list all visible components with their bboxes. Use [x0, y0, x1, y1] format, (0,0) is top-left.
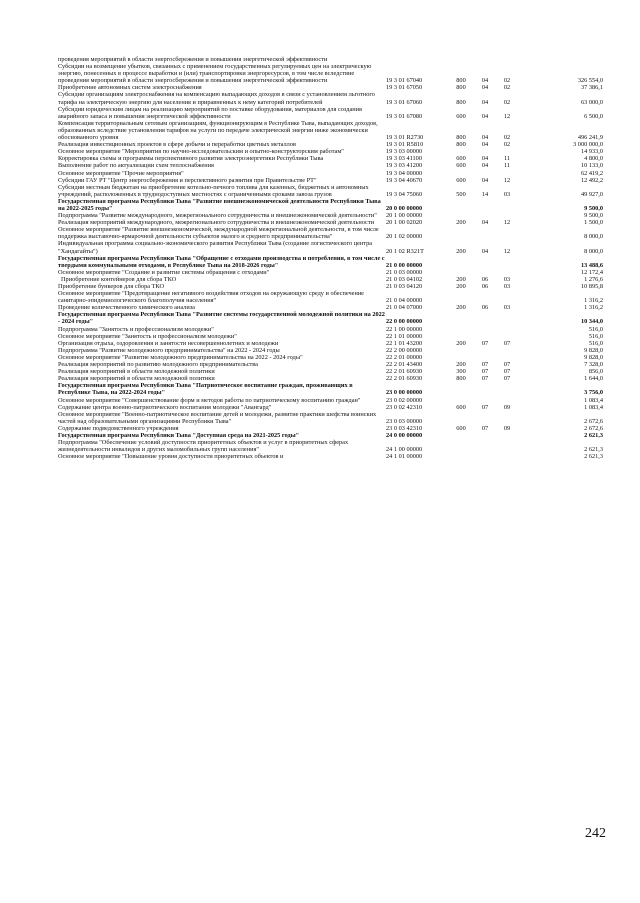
cell-vr — [448, 382, 474, 396]
cell-code: 19 3 03 00000 — [386, 148, 423, 156]
cell-sum: 8 000,0 — [584, 233, 603, 241]
cell-vr — [448, 198, 474, 212]
cell-vr — [448, 212, 474, 219]
cell-name: Компенсация территориальным сетевым организациям, функционирующим в Республике Тыва, выпадающих доходов, образованных вследствие установления тарифов на услуги по передаче электрической энергии ниже экономически обоснованного уровня — [58, 119, 378, 142]
cell-rz: 04 — [481, 98, 489, 106]
cell-sum: 62 419,2 — [580, 169, 603, 177]
cell-pr: 02 — [503, 84, 511, 92]
cell-name: Проведение количественного химического анализа — [58, 304, 195, 312]
cell-vr — [448, 148, 474, 155]
table-row — [58, 184, 603, 198]
cell-name: Приобретение контейнеров для сбора ТКО — [61, 275, 177, 283]
cell-vr: 300 — [456, 368, 466, 376]
cell-name: Реализация мероприятий по развитию молодежного предпринимательства — [58, 361, 258, 369]
cell-sum: 326 554,0 — [577, 77, 603, 85]
cell-pr — [496, 148, 518, 155]
cell-name: Основное мероприятие "Развитие внешнеэкономической, международной межрегиональной деятельности, в том числе поддержка выставочно-ярмарочной деятельности субъектов малого и среднего предпринимательства" — [58, 226, 379, 241]
cell-pr: 07 — [503, 375, 511, 383]
cell-sum: 3 000 000,0 — [573, 141, 603, 149]
cell-rz — [474, 432, 496, 439]
cell-vr — [448, 290, 474, 304]
cell-sum: 1 083,4 — [584, 396, 603, 404]
cell-name: Субсидии на возмещение убытков, связанных с применением государственных регулируемых цен на электрическую энергию, понесенных в процессе выработки и (или) транспортировки энергоресурсов, в том числе вследствие проведения мероприятий в области энергосбережения и повышения энергетической эффективности — [58, 63, 372, 85]
cell-pr — [496, 397, 518, 404]
cell-code: 19 3 03 41100 — [386, 155, 422, 163]
cell-rz: 04 — [481, 162, 489, 170]
cell-pr — [496, 326, 518, 333]
cell-name: Основное мероприятие "Военно-патриотическое воспитание детей и молодежи, развитие практики шефства воинских частей над образовательными организациями Республики Тыва" — [58, 410, 377, 425]
cell-sum: 1 083,4 — [584, 403, 603, 411]
cell-name: Основное мероприятие "Прочие мероприятия" — [58, 169, 184, 177]
cell-vr — [448, 170, 474, 177]
cell-name: Приобретение автономных систем электроснабжения — [58, 84, 202, 92]
cell-code: 23 0 03 42310 — [386, 424, 423, 432]
cell-pr: 02 — [503, 141, 511, 149]
cell-vr: 200 — [456, 219, 466, 227]
table-row — [58, 84, 603, 91]
cell-vr: 600 — [456, 424, 466, 432]
cell-vr: 500 — [456, 190, 466, 198]
cell-code: 21 0 03 04102 — [386, 275, 423, 283]
cell-code: 21 0 00 00000 — [386, 261, 423, 269]
cell-rz: 07 — [481, 403, 489, 411]
table-row — [58, 219, 603, 226]
cell-vr — [448, 347, 474, 354]
cell-pr — [496, 311, 518, 325]
cell-code: 24 0 00 00000 — [386, 431, 423, 439]
cell-pr: 03 — [503, 190, 511, 198]
cell-pr: 07 — [503, 368, 511, 376]
cell-rz — [474, 170, 496, 177]
cell-pr — [496, 439, 518, 453]
cell-rz: 07 — [481, 375, 489, 383]
cell-pr — [496, 290, 518, 304]
cell-rz: 04 — [481, 134, 489, 142]
cell-pr — [496, 226, 518, 240]
cell-rz: 07 — [481, 424, 489, 432]
budget-table-body — [58, 56, 603, 460]
cell-rz: 04 — [481, 112, 489, 120]
table-row — [58, 432, 603, 439]
cell-name: Государственная программа Республики Тыва "Развитие системы государственной молодежной политики на 2022 - 2024 годы" — [58, 311, 385, 326]
cell-pr: 02 — [503, 77, 511, 85]
cell-rz: 06 — [481, 275, 489, 283]
cell-code: 19 3 04 40670 — [386, 176, 423, 184]
cell-vr: 800 — [456, 98, 466, 106]
table-row — [58, 375, 603, 382]
cell-sum: 1 500,0 — [584, 219, 603, 227]
cell-sum: 9 500,0 — [584, 212, 603, 220]
cell-pr: 03 — [503, 304, 511, 312]
table-row — [58, 304, 603, 311]
cell-vr: 600 — [456, 403, 466, 411]
cell-pr — [496, 347, 518, 354]
cell-sum: 856,0 — [588, 368, 603, 376]
cell-sum — [518, 56, 603, 63]
table-row — [58, 212, 603, 219]
table-row — [58, 240, 603, 254]
cell-rz: 04 — [481, 155, 489, 163]
cell-name: Основное мероприятие "Занятость и профессионализм молодежи" — [58, 332, 237, 340]
cell-code: 22 2 01 00000 — [386, 353, 423, 361]
table-row — [58, 411, 603, 425]
cell-code: 19 3 01 R5810 — [386, 141, 424, 149]
cell-rz: 06 — [481, 304, 489, 312]
cell-code: 22 1 00 00000 — [386, 325, 423, 333]
budget-table — [58, 56, 603, 460]
cell-name: Корректировка схемы и программы перспективного развития электроэнергетики Республики Тыва — [58, 155, 324, 163]
cell-rz: 07 — [481, 368, 489, 376]
cell-rz — [474, 198, 496, 212]
cell-vr: 200 — [456, 283, 466, 290]
cell-sum: 63 000,0 — [580, 98, 603, 106]
cell-code: 21 0 04 07000 — [386, 304, 423, 312]
cell-name: Государственная программа Республики Тыва "Доступная среда на 2021-2025 годы" — [58, 431, 300, 439]
cell-vr — [448, 226, 474, 240]
cell-pr — [496, 212, 518, 219]
cell-sum: 10 895,8 — [580, 283, 603, 290]
cell-pr: 12 — [503, 247, 511, 255]
cell-pr: 12 — [503, 112, 511, 120]
cell-code: 19 3 01 67080 — [386, 112, 423, 120]
cell-code: 20 1 02 R321Т — [386, 247, 424, 255]
cell-name: Субсидии организациям электроснабжения на компенсацию выпадающих доходов в связи с установлением льготного тарифа на электрическую энергию для населения и приравненных к нему категорий потребителей — [58, 91, 375, 106]
table-row — [58, 56, 603, 63]
table-row — [58, 120, 603, 141]
cell-pr: 12 — [503, 176, 511, 184]
cell-sum: 516,0 — [588, 332, 603, 340]
cell-name: Реализация инвестиционных проектов в сфере добычи и переработки цветных металлов — [58, 141, 296, 149]
cell-sum: 516,0 — [588, 325, 603, 333]
cell-code: 24 1 01 00000 — [386, 453, 423, 461]
cell-vr — [448, 255, 474, 269]
cell-sum: 6 500,0 — [584, 112, 603, 120]
cell-name: Субсидии ГАУ РТ "Центр энергосбережения и перспективного развития при Правительстве РТ" — [58, 176, 317, 184]
cell-sum: 1 316,2 — [584, 304, 603, 312]
cell-code: 19 3 03 41200 — [386, 162, 423, 170]
cell-pr: 02 — [503, 98, 511, 106]
cell-sum: 1 644,0 — [584, 375, 603, 383]
cell-rz — [474, 382, 496, 396]
cell-rz: 07 — [481, 339, 489, 347]
cell-name: Основное мероприятие "Развитие молодежного предпринимательства на 2022 - 2024 годы" — [58, 353, 303, 361]
cell-pr: 09 — [503, 403, 511, 411]
cell-vr — [448, 326, 474, 333]
table-row — [58, 148, 603, 155]
table-row — [58, 354, 603, 361]
cell-code: 19 3 01 67050 — [386, 84, 423, 92]
cell-pr: 12 — [503, 219, 511, 227]
table-row — [58, 63, 603, 84]
table-row — [58, 177, 603, 184]
cell-vr: 600 — [456, 162, 466, 170]
cell-vr: 800 — [456, 141, 466, 149]
cell-vr: 600 — [456, 176, 466, 184]
table-row — [58, 162, 603, 169]
cell-code: 21 0 04 00000 — [386, 297, 423, 305]
cell-rz: 07 — [481, 361, 489, 369]
cell-code: 20 0 00 00000 — [386, 204, 423, 212]
cell-code: 22 2 01 43400 — [386, 361, 423, 369]
cell-sum: 9 828,0 — [584, 353, 603, 361]
cell-rz: 04 — [481, 141, 489, 149]
cell-name: Государственная программа Республики Тыва "Развитие внешнеэкономической деятельности Республики Тыва на 2022-2025 годы" — [58, 197, 381, 212]
cell-sum: 3 756,0 — [584, 389, 603, 397]
table-row — [58, 382, 603, 396]
cell-code: 23 0 02 00000 — [386, 396, 423, 404]
cell-vr — [448, 453, 474, 460]
cell-rz: 04 — [481, 84, 489, 92]
table-row — [58, 290, 603, 304]
table-row — [58, 439, 603, 453]
cell-rz — [474, 269, 496, 276]
cell-vr — [448, 411, 474, 425]
cell-vr — [448, 269, 474, 276]
cell-name: Содержание центра военно-патриотического воспитания молодежи "Авангард" — [58, 403, 272, 411]
table-row — [58, 311, 603, 325]
cell-vr — [448, 397, 474, 404]
cell-vr — [448, 439, 474, 453]
cell-vr: 200 — [456, 361, 466, 369]
cell-code: 20 1 02 00000 — [386, 233, 423, 241]
cell-sum: 37 386,1 — [580, 84, 603, 92]
cell-vr: 200 — [456, 275, 466, 283]
cell-sum: 2 672,6 — [584, 424, 603, 432]
cell-name: проведения мероприятий в области энергосбережения и повышения энергетической эффективности — [58, 56, 328, 63]
cell-code: 23 0 03 00000 — [386, 417, 423, 425]
cell-sum: 2 621,3 — [584, 446, 603, 454]
table-row — [58, 255, 603, 269]
cell-code: 21 0 03 04120 — [386, 283, 423, 290]
cell-code: 19 3 01 R2730 — [386, 134, 424, 142]
cell-name: Реализация мероприятий в области молодежной политики — [58, 368, 215, 376]
table-row — [58, 404, 603, 411]
cell-pr — [496, 170, 518, 177]
table-row — [58, 397, 603, 404]
cell-rz — [474, 226, 496, 240]
cell-rz — [474, 212, 496, 219]
table-row — [58, 198, 603, 212]
table-row — [58, 141, 603, 148]
cell-pr: 03 — [503, 283, 511, 290]
cell-rz: 14 — [481, 190, 489, 198]
cell-pr: 07 — [503, 361, 511, 369]
table-row — [58, 326, 603, 333]
table-row — [58, 283, 603, 290]
cell-rz: 06 — [481, 283, 489, 290]
cell-sum: 2 672,6 — [584, 417, 603, 425]
cell-rz — [474, 397, 496, 404]
table-row — [58, 333, 603, 340]
cell-sum: 10 344,0 — [580, 318, 603, 326]
cell-rz — [474, 56, 496, 63]
cell-name: Основное мероприятие "Мероприятия по научно-исследовательским и опытно-конструкторским работам" — [58, 148, 344, 156]
table-row — [58, 226, 603, 240]
cell-name: Реализация мероприятий международного, межрегионального сотрудничества и внешнеэкономической деятельности — [58, 219, 374, 227]
cell-rz — [474, 347, 496, 354]
cell-code: 19 3 04 75060 — [386, 190, 423, 198]
cell-sum: 7 328,0 — [584, 361, 603, 369]
cell-sum: 496 241,9 — [577, 134, 603, 142]
cell-vr: 200 — [456, 304, 466, 312]
cell-name: Организация отдыха, оздоровления и занятости несовершеннолетних и молодежи — [58, 339, 279, 347]
cell-code: 22 2 01 60930 — [386, 375, 423, 383]
cell-vr — [448, 56, 474, 63]
cell-vr: 600 — [456, 112, 466, 120]
cell-pr — [496, 354, 518, 361]
cell-code: 24 1 00 00000 — [386, 446, 423, 454]
cell-pr — [496, 269, 518, 276]
cell-code: 22 2 00 00000 — [386, 346, 423, 354]
cell-vr — [448, 354, 474, 361]
cell-code: 22 2 01 60930 — [386, 368, 423, 376]
cell-name: Основное мероприятие "Создание и развитие системы обращения с отходами" — [58, 268, 270, 276]
cell-code: 23 0 02 42310 — [386, 403, 423, 411]
cell-sum: 12 172,4 — [580, 268, 603, 276]
cell-pr — [496, 453, 518, 460]
cell-name: Содержание подведомственного учреждения — [58, 424, 179, 432]
cell-code: 20 1 00 02020 — [386, 219, 423, 227]
cell-code: 23 0 00 00000 — [386, 389, 423, 397]
cell-name: Основное мероприятие "Повышение уровня доступности приоритетных объектов и — [58, 453, 284, 461]
cell-name: Приобретение бункеров для сбора ТКО — [58, 283, 165, 290]
cell-name: Основное мероприятие "Предотвращение негативного воздействия отходов на окружающую среду и обеспечение санитарно-эпидемиологического благополучия населения" — [58, 290, 364, 305]
cell-rz: 04 — [481, 176, 489, 184]
cell-sum: 13 488,6 — [580, 261, 603, 269]
cell-sum: 1 316,2 — [584, 297, 603, 305]
cell-pr: 03 — [503, 275, 511, 283]
table-row — [58, 91, 603, 105]
cell-pr: 02 — [503, 134, 511, 142]
cell-code: 20 1 00 00000 — [386, 212, 423, 220]
cell-code: 22 1 01 00000 — [386, 332, 423, 340]
cell-rz: 04 — [481, 247, 489, 255]
table-row — [58, 361, 603, 368]
cell-pr: 07 — [503, 339, 511, 347]
cell-rz — [474, 326, 496, 333]
cell-vr: 800 — [456, 77, 466, 85]
cell-code: 22 0 00 00000 — [386, 318, 423, 326]
cell-pr: 11 — [503, 162, 511, 170]
cell-code: 19 3 01 67060 — [386, 98, 423, 106]
cell-sum: 10 133,0 — [580, 162, 603, 170]
cell-code: 19 3 04 00000 — [386, 169, 423, 177]
cell-pr — [496, 411, 518, 425]
cell-rz — [474, 290, 496, 304]
cell-name: Подпрограмма "Развитие международного, межрегионального сотрудничества и внешнеэкономической деятельности" — [58, 212, 377, 220]
table-row — [58, 170, 603, 177]
cell-rz — [474, 255, 496, 269]
cell-sum: 516,0 — [588, 339, 603, 347]
cell-vr: 200 — [456, 247, 466, 255]
cell-pr — [496, 56, 518, 63]
cell-name: Индивидуальная программа социально-экономического развития Республики Тыва (создание логистического центра "Хандагайты") — [58, 240, 373, 255]
cell-sum: 9 500,0 — [584, 204, 603, 212]
cell-pr — [496, 382, 518, 396]
cell-name: Субсидии юридическим лицам на реализацию мероприятий по поставке оборудования, материалов для создания аварийного запаса и повышения энергетической эффективности — [58, 105, 362, 120]
table-row — [58, 453, 603, 460]
table-row — [58, 340, 603, 347]
cell-vr — [448, 333, 474, 340]
cell-pr: 09 — [503, 424, 511, 432]
cell-rz — [474, 411, 496, 425]
cell-sum: 49 927,0 — [580, 190, 603, 198]
cell-code: 22 1 01 43200 — [386, 339, 423, 347]
page-number: 242 — [585, 826, 606, 841]
cell-vr: 800 — [456, 134, 466, 142]
cell-rz — [474, 333, 496, 340]
cell-sum: 1 276,6 — [584, 275, 603, 283]
table-row — [58, 425, 603, 432]
cell-rz: 04 — [481, 219, 489, 227]
cell-name: Государственная программа Республики Тыва "Обращение с отходами производства и потребления, в том числе с твердыми коммунальными отходами, в Республике Тыва на 2018-2026 годы" — [58, 254, 385, 269]
cell-pr: 11 — [503, 155, 511, 163]
table-row — [58, 276, 603, 283]
cell-sum: 9 828,0 — [584, 346, 603, 354]
cell-sum: 8 000,0 — [584, 247, 603, 255]
table-row — [58, 155, 603, 162]
cell-code: 21 0 03 00000 — [386, 268, 423, 276]
cell-sum: 2 621,3 — [584, 431, 603, 439]
table-row — [58, 269, 603, 276]
cell-pr — [496, 255, 518, 269]
cell-vr — [448, 311, 474, 325]
cell-vr — [448, 432, 474, 439]
cell-pr — [496, 432, 518, 439]
cell-rz — [474, 148, 496, 155]
cell-sum: 2 621,3 — [584, 453, 603, 461]
cell-rz — [474, 354, 496, 361]
cell-rz — [474, 453, 496, 460]
cell-rz — [474, 311, 496, 325]
table-row — [58, 106, 603, 120]
cell-name: Подпрограмма "Занятость и профессионализм молодежи" — [58, 325, 214, 333]
cell-rz — [474, 439, 496, 453]
cell-sum: 4 800,0 — [584, 155, 603, 163]
cell-sum: 12 492,2 — [580, 176, 603, 184]
cell-rz: 04 — [481, 77, 489, 85]
cell-vr: 200 — [456, 339, 466, 347]
cell-pr — [496, 333, 518, 340]
cell-code — [386, 56, 448, 63]
cell-vr: 800 — [456, 375, 466, 383]
cell-vr: 800 — [456, 84, 466, 92]
cell-sum: 14 933,0 — [580, 148, 603, 156]
cell-pr — [496, 198, 518, 212]
cell-vr: 600 — [456, 155, 466, 163]
cell-name: Государственная программа Республики Тыва "Патриотическое воспитание граждан, проживающих в Республике Тыва, на 2022-2024 годы" — [58, 382, 353, 397]
cell-name: Подпрограмма "Развитие молодежного предпринимательства" на 2022 - 2024 годы — [58, 346, 280, 354]
cell-name: Реализация мероприятий в области молодежной политики — [58, 375, 215, 383]
cell-name: Субсидии местным бюджетам на приобретение котельно-печного топлива для казенных, бюджетных и автономных учреждений, расположенных в труднодоступных местностях с ограниченными сроками завоза грузов — [58, 183, 369, 198]
cell-code: 19 3 01 67040 — [386, 77, 423, 85]
cell-name: Подпрограмма "Обеспечение условий доступности приоритетных объектов и услуг в приоритетных сферах жизнедеятельности инвалидов и других маломобильных групп населения" — [58, 439, 349, 454]
cell-name: Выполнение работ по актуализации схем теплоснабжения — [58, 162, 214, 170]
table-row — [58, 368, 603, 375]
cell-name: Основное мероприятие "Совершенствование форм и методов работы по патриотическому воспитанию граждан" — [58, 396, 361, 404]
table-row — [58, 347, 603, 354]
